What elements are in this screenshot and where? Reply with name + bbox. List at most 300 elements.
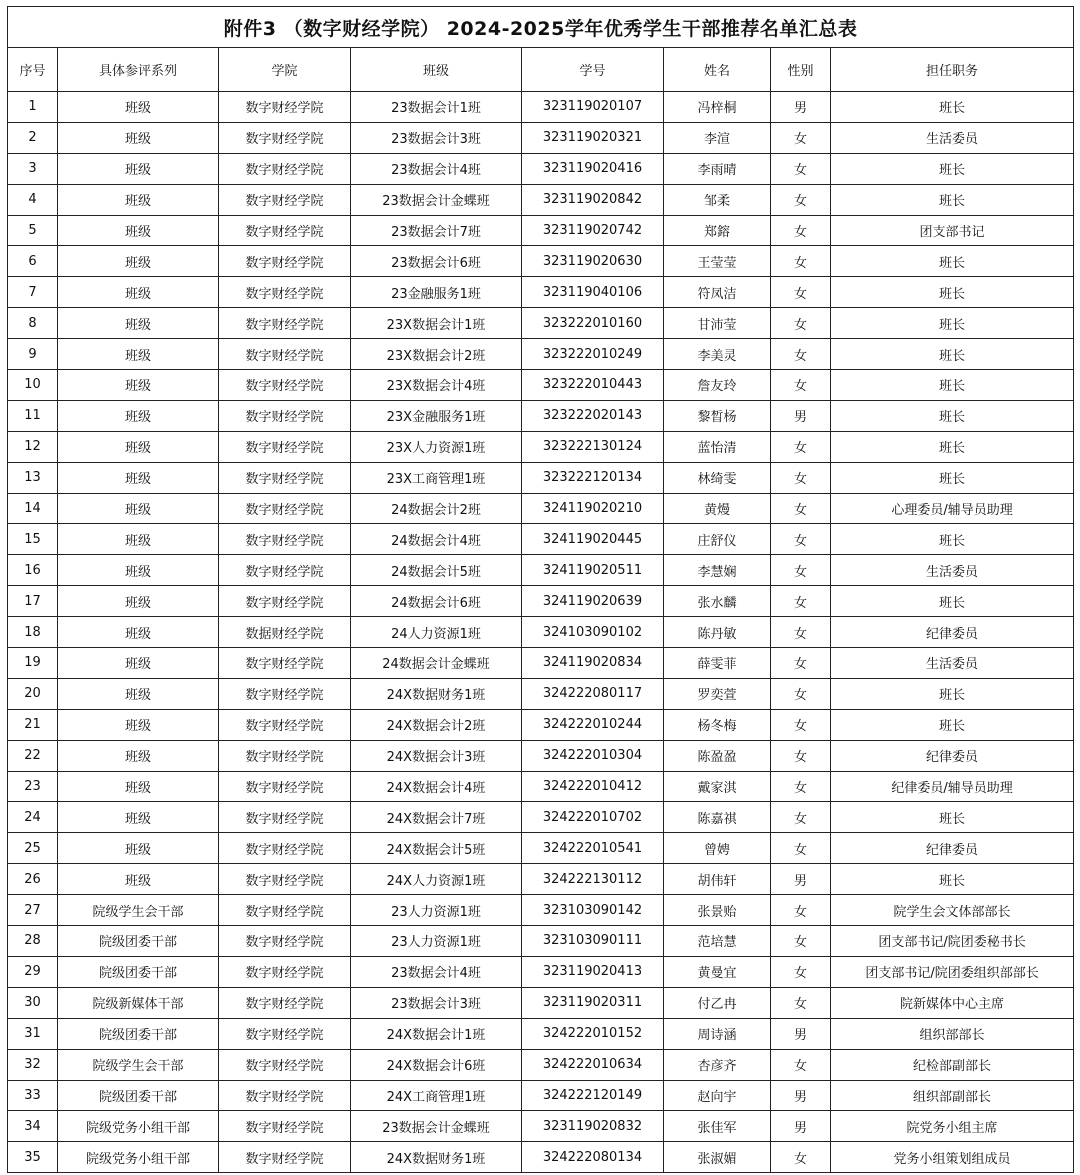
table-row	[8, 709, 1074, 740]
gender-cell: 女	[771, 926, 831, 957]
position-cell: 组织部部长	[831, 1018, 1074, 1049]
gender-cell: 女	[771, 277, 831, 308]
class-cell: 23X数据会计4班	[351, 370, 522, 401]
class-cell: 23数据会计金蝶班	[351, 184, 522, 215]
student-id-cell: 324119020511	[522, 555, 664, 586]
table-row	[8, 956, 1074, 987]
name-cell: 戴家淇	[664, 771, 771, 802]
position-cell: 纪律委员	[831, 740, 1074, 771]
table-row	[8, 92, 1074, 123]
position-cell: 班长	[831, 709, 1074, 740]
gender-cell: 女	[771, 895, 831, 926]
gender-cell: 男	[771, 400, 831, 431]
college-cell: 数字财经学院	[219, 524, 351, 555]
college-cell: 数字财经学院	[219, 493, 351, 524]
gender-cell: 女	[771, 833, 831, 864]
position-cell: 生活委员	[831, 648, 1074, 679]
header-category: 具体参评系列	[58, 48, 219, 92]
header-class: 班级	[351, 48, 522, 92]
student-id-cell: 323119040106	[522, 277, 664, 308]
table-row	[8, 400, 1074, 431]
category-cell: 班级	[58, 802, 219, 833]
gender-cell: 女	[771, 431, 831, 462]
index-cell: 21	[8, 709, 58, 740]
class-cell: 24X数据会计4班	[351, 771, 522, 802]
class-cell: 24X数据会计5班	[351, 833, 522, 864]
gender-cell: 女	[771, 617, 831, 648]
index-cell: 2	[8, 122, 58, 153]
table-row	[8, 215, 1074, 246]
category-cell: 班级	[58, 370, 219, 401]
student-id-cell: 324119020445	[522, 524, 664, 555]
index-cell: 6	[8, 246, 58, 277]
table-row	[8, 184, 1074, 215]
gender-cell: 男	[771, 1111, 831, 1142]
class-cell: 24X人力资源1班	[351, 864, 522, 895]
index-cell: 3	[8, 153, 58, 184]
gender-cell: 女	[771, 586, 831, 617]
position-cell: 组织部副部长	[831, 1080, 1074, 1111]
position-cell: 班长	[831, 92, 1074, 123]
table-row	[8, 586, 1074, 617]
college-cell: 数字财经学院	[219, 92, 351, 123]
student-id-cell: 323119020416	[522, 153, 664, 184]
position-cell: 生活委员	[831, 122, 1074, 153]
name-cell: 李渲	[664, 122, 771, 153]
student-id-cell: 324222010152	[522, 1018, 664, 1049]
table-row	[8, 462, 1074, 493]
position-cell: 班长	[831, 277, 1074, 308]
gender-cell: 女	[771, 1049, 831, 1080]
college-cell: 数字财经学院	[219, 833, 351, 864]
position-cell: 生活委员	[831, 555, 1074, 586]
name-cell: 黄熳	[664, 493, 771, 524]
name-cell: 李慧娴	[664, 555, 771, 586]
student-id-cell: 323119020107	[522, 92, 664, 123]
college-cell: 数字财经学院	[219, 864, 351, 895]
class-cell: 24数据会计金蝶班	[351, 648, 522, 679]
index-cell: 12	[8, 431, 58, 462]
index-cell: 19	[8, 648, 58, 679]
student-id-cell: 323222010160	[522, 308, 664, 339]
college-cell: 数字财经学院	[219, 277, 351, 308]
student-id-cell: 324222010702	[522, 802, 664, 833]
class-cell: 24X数据会计7班	[351, 802, 522, 833]
table-row	[8, 524, 1074, 555]
student-id-cell: 323103090142	[522, 895, 664, 926]
index-cell: 20	[8, 678, 58, 709]
class-cell: 23人力资源1班	[351, 926, 522, 957]
college-cell: 数字财经学院	[219, 339, 351, 370]
category-cell: 院级学生会干部	[58, 1049, 219, 1080]
category-cell: 班级	[58, 555, 219, 586]
position-cell: 党务小组策划组成员	[831, 1142, 1074, 1173]
header-index: 序号	[8, 48, 58, 92]
header-name: 姓名	[664, 48, 771, 92]
category-cell: 班级	[58, 431, 219, 462]
index-cell: 29	[8, 956, 58, 987]
table-row	[8, 1018, 1074, 1049]
table-row	[8, 1080, 1074, 1111]
index-cell: 16	[8, 555, 58, 586]
gender-cell: 女	[771, 802, 831, 833]
category-cell: 院级党务小组干部	[58, 1142, 219, 1173]
table-row	[8, 771, 1074, 802]
name-cell: 张淑媚	[664, 1142, 771, 1173]
table-row	[8, 802, 1074, 833]
student-id-cell: 324119020834	[522, 648, 664, 679]
gender-cell: 女	[771, 987, 831, 1018]
category-cell: 班级	[58, 339, 219, 370]
class-cell: 23金融服务1班	[351, 277, 522, 308]
index-cell: 11	[8, 400, 58, 431]
index-cell: 23	[8, 771, 58, 802]
table-row	[8, 493, 1074, 524]
position-cell: 班长	[831, 586, 1074, 617]
class-cell: 24X数据会计1班	[351, 1018, 522, 1049]
category-cell: 班级	[58, 122, 219, 153]
position-cell: 院学生会文体部部长	[831, 895, 1074, 926]
class-cell: 24X工商管理1班	[351, 1080, 522, 1111]
category-cell: 班级	[58, 524, 219, 555]
college-cell: 数字财经学院	[219, 678, 351, 709]
category-cell: 院级新媒体干部	[58, 987, 219, 1018]
index-cell: 31	[8, 1018, 58, 1049]
position-cell: 班长	[831, 678, 1074, 709]
name-cell: 张佳军	[664, 1111, 771, 1142]
position-cell: 班长	[831, 462, 1074, 493]
position-cell: 纪检部副部长	[831, 1049, 1074, 1080]
student-id-cell: 323119020413	[522, 956, 664, 987]
category-cell: 班级	[58, 462, 219, 493]
index-cell: 34	[8, 1111, 58, 1142]
name-cell: 符凤洁	[664, 277, 771, 308]
category-cell: 班级	[58, 92, 219, 123]
college-cell: 数字财经学院	[219, 740, 351, 771]
name-cell: 林绮雯	[664, 462, 771, 493]
category-cell: 班级	[58, 184, 219, 215]
class-cell: 23数据会计7班	[351, 215, 522, 246]
student-id-cell: 324222120149	[522, 1080, 664, 1111]
category-cell: 院级党务小组干部	[58, 1111, 219, 1142]
name-cell: 詹友玲	[664, 370, 771, 401]
gender-cell: 女	[771, 555, 831, 586]
index-cell: 5	[8, 215, 58, 246]
name-cell: 杨冬梅	[664, 709, 771, 740]
table-row	[8, 1111, 1074, 1142]
college-cell: 数字财经学院	[219, 709, 351, 740]
class-cell: 24X数据会计2班	[351, 709, 522, 740]
gender-cell: 女	[771, 215, 831, 246]
table-row	[8, 864, 1074, 895]
gender-cell: 男	[771, 1018, 831, 1049]
name-cell: 胡伟轩	[664, 864, 771, 895]
class-cell: 24数据会计5班	[351, 555, 522, 586]
gender-cell: 女	[771, 1142, 831, 1173]
name-cell: 张景贻	[664, 895, 771, 926]
college-cell: 数据财经学院	[219, 617, 351, 648]
index-cell: 1	[8, 92, 58, 123]
college-cell: 数字财经学院	[219, 956, 351, 987]
position-cell: 班长	[831, 370, 1074, 401]
name-cell: 蓝怡清	[664, 431, 771, 462]
college-cell: 数字财经学院	[219, 648, 351, 679]
table-row	[8, 122, 1074, 153]
class-cell: 23数据会计3班	[351, 122, 522, 153]
class-cell: 23数据会计3班	[351, 987, 522, 1018]
position-cell: 班长	[831, 184, 1074, 215]
name-cell: 冯梓桐	[664, 92, 771, 123]
gender-cell: 女	[771, 709, 831, 740]
table-row	[8, 431, 1074, 462]
index-cell: 8	[8, 308, 58, 339]
student-id-cell: 324222130112	[522, 864, 664, 895]
table-row	[8, 648, 1074, 679]
student-id-cell: 324222010304	[522, 740, 664, 771]
college-cell: 数字财经学院	[219, 1018, 351, 1049]
name-cell: 张水麟	[664, 586, 771, 617]
college-cell: 数字财经学院	[219, 895, 351, 926]
student-id-cell: 323119020311	[522, 987, 664, 1018]
gender-cell: 女	[771, 462, 831, 493]
index-cell: 4	[8, 184, 58, 215]
category-cell: 班级	[58, 833, 219, 864]
table-row	[8, 617, 1074, 648]
class-cell: 23数据会计4班	[351, 153, 522, 184]
category-cell: 院级团委干部	[58, 926, 219, 957]
class-cell: 24数据会计4班	[351, 524, 522, 555]
student-id-cell: 323119020842	[522, 184, 664, 215]
college-cell: 数字财经学院	[219, 926, 351, 957]
position-cell: 纪律委员	[831, 617, 1074, 648]
class-cell: 23X数据会计2班	[351, 339, 522, 370]
category-cell: 班级	[58, 246, 219, 277]
spreadsheet	[7, 6, 1073, 1173]
index-cell: 22	[8, 740, 58, 771]
gender-cell: 女	[771, 122, 831, 153]
index-cell: 30	[8, 987, 58, 1018]
student-id-cell: 323119020321	[522, 122, 664, 153]
name-cell: 罗奕萱	[664, 678, 771, 709]
index-cell: 14	[8, 493, 58, 524]
position-cell: 院新媒体中心主席	[831, 987, 1074, 1018]
category-cell: 班级	[58, 709, 219, 740]
gender-cell: 女	[771, 740, 831, 771]
table-row	[8, 678, 1074, 709]
college-cell: 数字财经学院	[219, 153, 351, 184]
name-cell: 李美灵	[664, 339, 771, 370]
college-cell: 数字财经学院	[219, 215, 351, 246]
table-row	[8, 277, 1074, 308]
class-cell: 24X数据财务1班	[351, 678, 522, 709]
gender-cell: 女	[771, 339, 831, 370]
index-cell: 26	[8, 864, 58, 895]
recommendation-table	[7, 6, 1074, 1173]
category-cell: 班级	[58, 771, 219, 802]
student-id-cell: 324222010634	[522, 1049, 664, 1080]
name-cell: 周诗涵	[664, 1018, 771, 1049]
position-cell: 班长	[831, 864, 1074, 895]
class-cell: 23数据会计4班	[351, 956, 522, 987]
position-cell: 团支部书记/院团委秘书长	[831, 926, 1074, 957]
category-cell: 班级	[58, 864, 219, 895]
index-cell: 18	[8, 617, 58, 648]
category-cell: 院级团委干部	[58, 1018, 219, 1049]
header-college: 学院	[219, 48, 351, 92]
gender-cell: 女	[771, 370, 831, 401]
position-cell: 团支部书记/院团委组织部部长	[831, 956, 1074, 987]
college-cell: 数字财经学院	[219, 1049, 351, 1080]
category-cell: 班级	[58, 400, 219, 431]
index-cell: 25	[8, 833, 58, 864]
index-cell: 15	[8, 524, 58, 555]
table-title: 附件3 （数字财经学院） 2024-2025学年优秀学生干部推荐名单汇总表	[8, 7, 1074, 48]
position-cell: 团支部书记	[831, 215, 1074, 246]
index-cell: 27	[8, 895, 58, 926]
table-body	[8, 92, 1074, 1173]
category-cell: 班级	[58, 740, 219, 771]
name-cell: 邹柔	[664, 184, 771, 215]
table-row	[8, 833, 1074, 864]
gender-cell: 女	[771, 524, 831, 555]
college-cell: 数字财经学院	[219, 462, 351, 493]
name-cell: 甘沛莹	[664, 308, 771, 339]
index-cell: 28	[8, 926, 58, 957]
table-row	[8, 987, 1074, 1018]
class-cell: 24X数据会计6班	[351, 1049, 522, 1080]
class-cell: 23X工商管理1班	[351, 462, 522, 493]
name-cell: 赵向宇	[664, 1080, 771, 1111]
category-cell: 班级	[58, 586, 219, 617]
header-student-id: 学号	[522, 48, 664, 92]
index-cell: 7	[8, 277, 58, 308]
table-row	[8, 246, 1074, 277]
gender-cell: 男	[771, 92, 831, 123]
gender-cell: 女	[771, 956, 831, 987]
name-cell: 黎晳杨	[664, 400, 771, 431]
position-cell: 院党务小组主席	[831, 1111, 1074, 1142]
college-cell: 数字财经学院	[219, 586, 351, 617]
table-row	[8, 555, 1074, 586]
name-cell: 郑鎔	[664, 215, 771, 246]
class-cell: 23X数据会计1班	[351, 308, 522, 339]
college-cell: 数字财经学院	[219, 308, 351, 339]
table-row	[8, 895, 1074, 926]
college-cell: 数字财经学院	[219, 1142, 351, 1173]
header-gender: 性别	[771, 48, 831, 92]
name-cell: 薛雯菲	[664, 648, 771, 679]
class-cell: 24人力资源1班	[351, 617, 522, 648]
index-cell: 24	[8, 802, 58, 833]
student-id-cell: 323103090111	[522, 926, 664, 957]
position-cell: 班长	[831, 431, 1074, 462]
gender-cell: 女	[771, 308, 831, 339]
college-cell: 数字财经学院	[219, 987, 351, 1018]
student-id-cell: 323222020143	[522, 400, 664, 431]
college-cell: 数字财经学院	[219, 1080, 351, 1111]
gender-cell: 女	[771, 493, 831, 524]
category-cell: 班级	[58, 153, 219, 184]
category-cell: 班级	[58, 678, 219, 709]
table-row	[8, 926, 1074, 957]
index-cell: 32	[8, 1049, 58, 1080]
gender-cell: 女	[771, 648, 831, 679]
table-row	[8, 1049, 1074, 1080]
student-id-cell: 324119020639	[522, 586, 664, 617]
position-cell: 纪律委员	[831, 833, 1074, 864]
gender-cell: 女	[771, 246, 831, 277]
category-cell: 班级	[58, 617, 219, 648]
table-row	[8, 370, 1074, 401]
student-id-cell: 324222010412	[522, 771, 664, 802]
category-cell: 院级团委干部	[58, 956, 219, 987]
gender-cell: 男	[771, 1080, 831, 1111]
gender-cell: 女	[771, 771, 831, 802]
position-cell: 班长	[831, 308, 1074, 339]
name-cell: 范培慧	[664, 926, 771, 957]
position-cell: 纪律委员/辅导员助理	[831, 771, 1074, 802]
class-cell: 23数据会计金蝶班	[351, 1111, 522, 1142]
gender-cell: 女	[771, 678, 831, 709]
class-cell: 23X人力资源1班	[351, 431, 522, 462]
college-cell: 数字财经学院	[219, 122, 351, 153]
college-cell: 数字财经学院	[219, 802, 351, 833]
gender-cell: 女	[771, 184, 831, 215]
table-row	[8, 308, 1074, 339]
college-cell: 数字财经学院	[219, 246, 351, 277]
category-cell: 班级	[58, 493, 219, 524]
index-cell: 9	[8, 339, 58, 370]
gender-cell: 女	[771, 153, 831, 184]
table-row	[8, 1142, 1074, 1173]
class-cell: 24数据会计2班	[351, 493, 522, 524]
student-id-cell: 323222010249	[522, 339, 664, 370]
student-id-cell: 323119020630	[522, 246, 664, 277]
position-cell: 班长	[831, 339, 1074, 370]
position-cell: 心理委员/辅导员助理	[831, 493, 1074, 524]
index-cell: 35	[8, 1142, 58, 1173]
student-id-cell: 324119020210	[522, 493, 664, 524]
college-cell: 数字财经学院	[219, 431, 351, 462]
college-cell: 数字财经学院	[219, 184, 351, 215]
class-cell: 23数据会计6班	[351, 246, 522, 277]
table-row	[8, 740, 1074, 771]
header-row	[8, 48, 1074, 92]
index-cell: 10	[8, 370, 58, 401]
position-cell: 班长	[831, 802, 1074, 833]
student-id-cell: 323222120134	[522, 462, 664, 493]
category-cell: 班级	[58, 277, 219, 308]
name-cell: 李雨晴	[664, 153, 771, 184]
student-id-cell: 323222010443	[522, 370, 664, 401]
category-cell: 院级学生会干部	[58, 895, 219, 926]
college-cell: 数字财经学院	[219, 771, 351, 802]
category-cell: 班级	[58, 648, 219, 679]
position-cell: 班长	[831, 400, 1074, 431]
college-cell: 数字财经学院	[219, 1111, 351, 1142]
table-row	[8, 153, 1074, 184]
student-id-cell: 324222010541	[522, 833, 664, 864]
class-cell: 24数据会计6班	[351, 586, 522, 617]
class-cell: 23X金融服务1班	[351, 400, 522, 431]
name-cell: 杏彦齐	[664, 1049, 771, 1080]
college-cell: 数字财经学院	[219, 555, 351, 586]
student-id-cell: 324222080134	[522, 1142, 664, 1173]
position-cell: 班长	[831, 524, 1074, 555]
category-cell: 院级团委干部	[58, 1080, 219, 1111]
header-position: 担任职务	[831, 48, 1074, 92]
name-cell: 陈嘉祺	[664, 802, 771, 833]
